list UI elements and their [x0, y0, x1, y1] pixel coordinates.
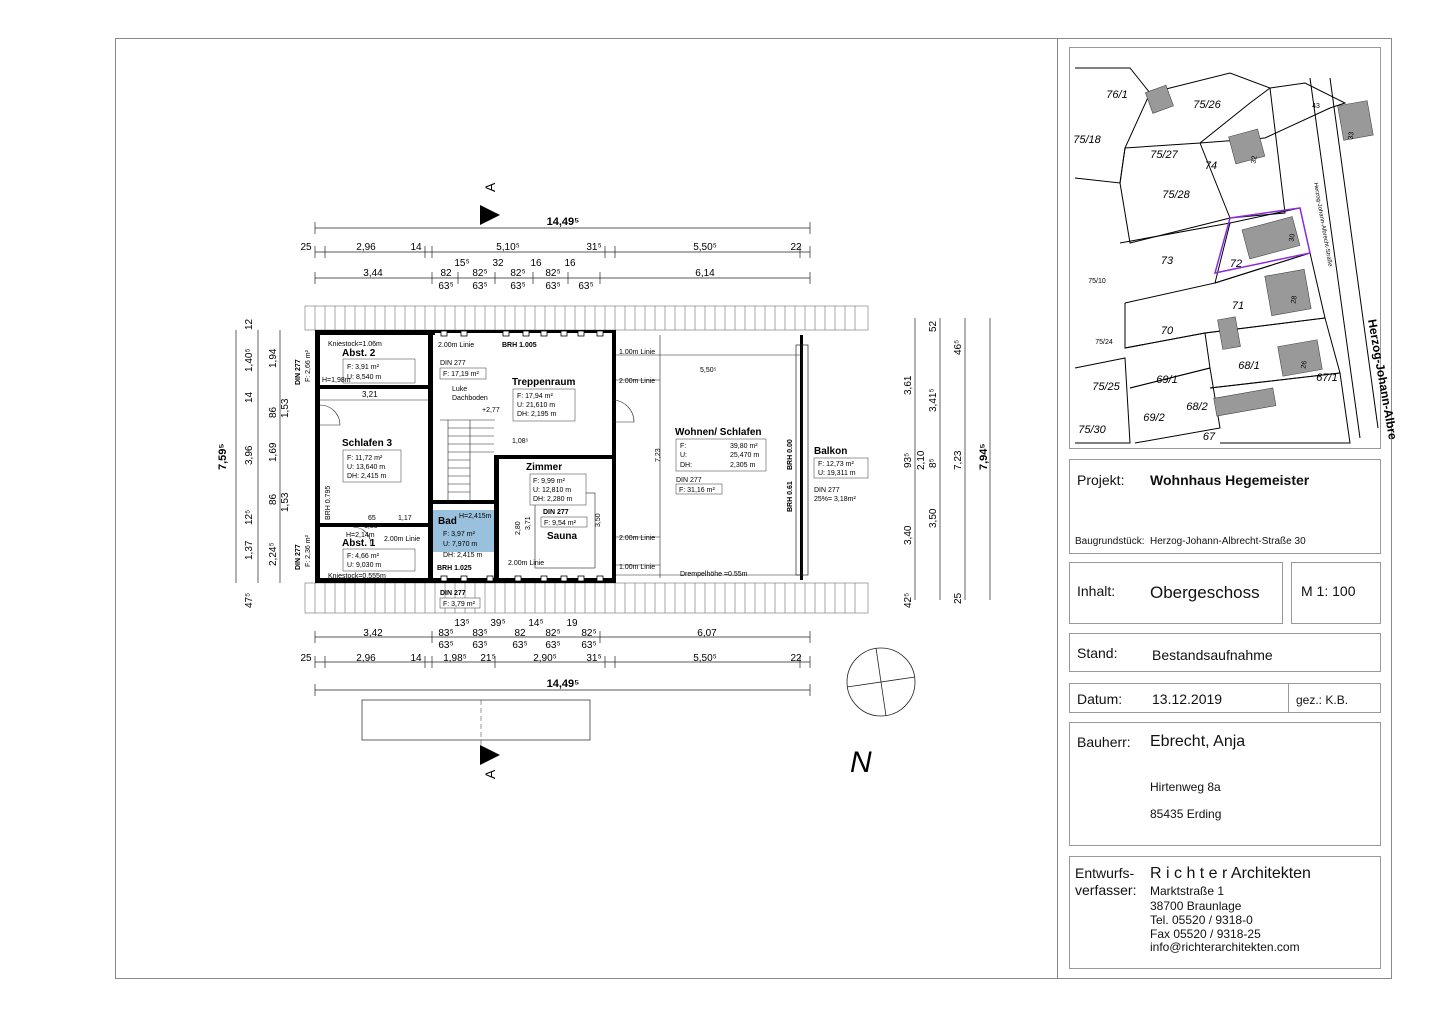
top-dims-row1	[300, 242, 802, 253]
dim-label: 93⁵	[903, 452, 914, 468]
dim-label: 1,53	[280, 492, 291, 512]
inhalt-field	[1069, 562, 1283, 624]
parcel-label: 68/1	[1238, 360, 1260, 372]
datum-field	[1069, 683, 1381, 713]
dim-label: 1,98⁵	[443, 653, 467, 664]
bottom-dims-row1	[363, 618, 717, 651]
dim-label: 22	[790, 242, 802, 253]
room-note: Kniestock=0.555m	[328, 573, 386, 580]
dim-label: 12⁵	[244, 509, 255, 525]
dim-label: 21⁵	[480, 653, 496, 664]
room-area: F: 3,97 m²	[443, 531, 475, 538]
din-label: DIN 277	[814, 487, 840, 494]
dim-label: 63⁵	[578, 281, 594, 292]
din-left	[295, 349, 312, 570]
house-number: 33	[1347, 131, 1356, 141]
dim-label: 42⁵	[903, 592, 914, 608]
room-name: Wohnen/ Schlafen	[675, 427, 762, 438]
dim-label: 1,94	[268, 348, 279, 368]
dim-label: 2,10	[916, 450, 927, 470]
dim-label: 52	[928, 320, 939, 332]
dim-label: 83⁵	[472, 628, 488, 639]
dim-label: 63⁵	[438, 281, 454, 292]
house-number: 26	[1300, 360, 1309, 370]
dim-label: 3,50	[595, 513, 602, 527]
dim-label: 2,80	[515, 521, 522, 535]
dim-label: 14	[244, 391, 255, 403]
room-area: F: 9,54 m²	[544, 520, 576, 527]
room-name: Abst. 2	[342, 348, 376, 359]
dim-label: 3,42	[363, 628, 383, 639]
room-name: Sauna	[547, 531, 578, 542]
dim-label: 1,69	[268, 442, 279, 462]
line-label: 2.00m Linie	[438, 342, 475, 349]
parcel-label: 75/18	[1073, 134, 1101, 146]
dim-label: 3,21	[362, 390, 378, 399]
room-perimeter: U: 21,610 m	[517, 402, 556, 409]
architekt-email: info@richterarchitekten.com	[1150, 940, 1300, 954]
parcel-label: 73	[1160, 255, 1174, 267]
right-total: 7,94⁵	[978, 443, 990, 470]
brh-label: BRH 1.025	[437, 565, 472, 572]
title-block-divider	[1057, 38, 1058, 979]
dim-label: 14⁵	[528, 618, 544, 629]
bauherr-street: Hirtenweg 8a	[1150, 780, 1221, 794]
dim-label: 39⁵	[490, 618, 506, 629]
dim-label: 3,40	[903, 525, 914, 545]
right-dims	[903, 320, 964, 608]
datum-separator	[1288, 684, 1289, 712]
dim-label: 5,50⁵	[693, 242, 717, 253]
massstab-field	[1291, 562, 1381, 624]
dim-label: 63⁵	[545, 640, 561, 651]
dim-label: 82⁵	[581, 628, 597, 639]
dachboden-label: Dachboden	[452, 395, 488, 402]
drempel-label: Drempelhöhe =0.55m	[680, 571, 748, 578]
dim-label: 63⁵	[512, 640, 528, 651]
dim-label: 2,90⁵	[533, 653, 557, 664]
dim-label: 13⁵	[454, 618, 470, 629]
dim-label: 82	[514, 628, 526, 639]
dim-label: 82⁵	[545, 268, 561, 279]
room-note: H=2,415m	[459, 513, 492, 520]
room-wohnen	[619, 349, 794, 578]
dim-label: 16	[564, 258, 576, 269]
dim-label: 63⁵	[472, 281, 488, 292]
brh-label: BRH 1.005	[502, 342, 537, 349]
dim-label: 25	[953, 592, 964, 604]
room-name: Schlafen 3	[342, 438, 393, 449]
dim-label: 6,07	[697, 628, 717, 639]
room-name: Bad	[438, 516, 457, 527]
din-bottom	[440, 590, 480, 608]
room-perimeter: U: 8,540 m	[347, 374, 382, 381]
din-top	[438, 342, 537, 379]
dim-label: 86	[268, 493, 279, 505]
room-schlafen3	[325, 390, 412, 530]
projekt-label: Projekt:	[1077, 472, 1125, 488]
parcel-label: 75/30	[1078, 424, 1106, 436]
room-height: DH: 2,415 m	[443, 552, 483, 559]
line-label: 2.00m Linie	[619, 535, 656, 542]
dim-label: 7,23	[655, 448, 662, 462]
projekt-field	[1069, 459, 1381, 554]
parcel-label: 75/26	[1193, 99, 1221, 111]
parcel-label: 74	[1204, 160, 1218, 172]
stand-label: Stand:	[1077, 645, 1118, 661]
dim-label: 5,50⁵	[700, 367, 717, 374]
left-dims-outer	[244, 318, 255, 608]
section-label-bottom: A	[482, 769, 498, 779]
dim-label: 8⁵	[928, 458, 939, 468]
dim-label: 82⁵	[545, 628, 561, 639]
dim-label: 12	[244, 318, 255, 330]
dim-label: 86	[268, 406, 279, 418]
dim-label: 3,61	[903, 375, 914, 395]
dim-label: 14	[410, 242, 422, 253]
room-name: Balkon	[814, 446, 848, 457]
room-area: F: 12,73 m²	[818, 461, 854, 468]
dim-label: 25	[300, 242, 312, 253]
luke-label: Luke	[452, 386, 468, 393]
din-label: DIN 277	[440, 590, 466, 597]
line-label: 2.00m Linie	[619, 378, 656, 385]
room-name: Treppenraum	[512, 377, 576, 388]
top-dimension-lines	[315, 222, 810, 284]
room-sauna	[508, 509, 602, 567]
house-number: 75/24	[1095, 339, 1113, 346]
dim-label: 63⁵	[545, 281, 561, 292]
room-area: F: 3,91 m²	[347, 364, 379, 371]
house-number: 75/10	[1088, 278, 1106, 285]
dim-label: 25	[300, 653, 312, 664]
room-name: Abst. 1	[342, 538, 376, 549]
dim-label: 3,50	[928, 508, 939, 528]
room-height: DH: 2,415 m	[347, 473, 387, 480]
room-note: H=1,98m	[322, 377, 351, 384]
din-label: DIN 277	[440, 360, 466, 367]
dim-label: 14	[410, 653, 422, 664]
top-dims-row2	[363, 258, 715, 292]
line-label: 1.00m Linie	[619, 564, 656, 571]
street-label: Herzog-Johann-Albre	[1365, 318, 1401, 441]
stand-value: Bestandsaufnahme	[1152, 647, 1273, 663]
dim-label: 63⁵	[472, 640, 488, 651]
room-note: H=2,14m	[346, 532, 375, 539]
room-area-label: F:	[680, 443, 687, 450]
room-perimeter: 25,470 m	[730, 452, 760, 459]
line-label: 2.00m Linie	[384, 536, 421, 543]
inhalt-label: Inhalt:	[1077, 583, 1116, 599]
room-perimeter-label: U:	[680, 452, 687, 459]
room-perimeter: U: 9,030 m	[347, 562, 382, 569]
dim-label: 32	[492, 258, 504, 269]
house-number: 30	[1288, 233, 1297, 243]
dim-label: 1,85⁵	[364, 523, 381, 530]
dim-label: 1,08⁵	[512, 438, 529, 445]
dim-label: 16	[530, 258, 542, 269]
datum-value: 13.12.2019	[1152, 691, 1223, 707]
room-abst1	[328, 532, 420, 580]
dim-label: 19	[566, 618, 578, 629]
dim-label: 46⁵	[953, 339, 964, 355]
room-area: F: 11,72 m²	[347, 455, 383, 462]
total-width-top: 14,49⁵	[546, 216, 580, 228]
line-label: 1.00m Linie	[619, 349, 656, 356]
room-area: F: 4,66 m²	[347, 553, 379, 560]
room-height: 2,305 m	[730, 462, 756, 469]
dim-label: 2,24⁵	[268, 542, 279, 566]
room-abst2	[322, 341, 415, 384]
dim-label: 1,53	[280, 398, 291, 418]
parcel-label: 75/27	[1150, 149, 1178, 161]
dim-label: 65	[368, 515, 376, 522]
architekt-street: Marktstraße 1	[1150, 884, 1225, 898]
dim-label: 3,96	[244, 445, 255, 465]
room-perimeter: U: 12,810 m	[533, 487, 572, 494]
parcel-lines	[1075, 68, 1378, 443]
room-area: F: 9,99 m²	[533, 478, 565, 485]
din-label: DIN 277	[295, 359, 302, 385]
balcony-windows	[796, 345, 808, 575]
architekt-name: R i c h t e r Architekten	[1150, 865, 1311, 882]
din-area: F: 3,79 m²	[443, 601, 475, 608]
din-label: DIN 277	[295, 544, 302, 570]
line-label: 2.00m Linie	[508, 560, 545, 567]
dim-label: 5,10⁵	[496, 242, 520, 253]
entwurf-label-line2: verfasser:	[1075, 882, 1137, 898]
dim-label: 22	[790, 653, 802, 664]
dim-label: 3,71	[525, 516, 532, 530]
parcel-label: 70	[1160, 325, 1174, 337]
entwurf-label-line1: Entwurfs-	[1075, 865, 1135, 881]
entwurfsverfasser-field	[1069, 856, 1381, 969]
bauherr-city: 85435 Erding	[1150, 807, 1222, 821]
baugrund-label: Baugrundstück:	[1075, 536, 1145, 547]
dim-label: 63⁵	[438, 640, 454, 651]
dim-label: 82	[440, 268, 452, 279]
house-number: 32	[1250, 155, 1259, 165]
din-area: F: 31,16 m²	[679, 487, 715, 494]
dim-label: 63⁵	[581, 640, 597, 651]
north-compass-icon	[847, 648, 915, 716]
room-perimeter: U: 7,970 m	[443, 541, 478, 548]
room-name: Zimmer	[526, 462, 563, 473]
room-area: F: 17,94 m²	[517, 393, 553, 400]
brh-label: BRH 0.00	[787, 439, 794, 470]
architekt-city: 38700 Braunlage	[1150, 899, 1242, 913]
left-total: 7,59⁵	[217, 443, 229, 470]
parcel-label: 75/25	[1092, 381, 1120, 393]
parcel-label: 68/2	[1186, 401, 1208, 413]
gez-value: gez.: K.B.	[1296, 693, 1349, 707]
room-height: DH: 2,195 m	[517, 411, 557, 418]
stand-field	[1069, 633, 1381, 672]
dim-label: 47⁵	[244, 592, 255, 608]
bauherr-label: Bauherr:	[1077, 734, 1131, 750]
site-map-panel	[1069, 47, 1401, 449]
architekt-tel: Tel. 05520 / 9318-0	[1150, 913, 1253, 927]
bauherr-field	[1069, 722, 1381, 846]
room-note: Kniestock=1.06m	[328, 341, 382, 348]
massstab-value: M 1: 100	[1301, 583, 1356, 599]
din-area: F: 17,19 m²	[443, 371, 479, 378]
din-area: F: 2,36 m²	[305, 535, 312, 567]
dim-label: 2,96	[356, 653, 376, 664]
architekt-fax: Fax 05520 / 9318-25	[1150, 927, 1261, 941]
house-number: 28	[1290, 295, 1299, 305]
section-marker-bottom	[480, 745, 500, 765]
dim-label: 82⁵	[510, 268, 526, 279]
dim-label: 3,44	[363, 268, 383, 279]
parcel-label: 67	[1202, 431, 1216, 443]
room-balkon	[814, 446, 868, 503]
din-label: DIN 277	[676, 477, 702, 484]
baugrund-value: Herzog-Johann-Albrecht-Straße 30	[1150, 536, 1306, 547]
left-dims-inner	[268, 348, 291, 566]
brh-label: BRH 0.61	[787, 481, 794, 512]
dim-label: 31⁵	[586, 653, 602, 664]
dim-label: 5,50⁵	[693, 653, 717, 664]
dim-label: 6,14	[695, 268, 715, 279]
north-label: N	[850, 746, 872, 779]
dim-label: 2,96	[356, 242, 376, 253]
parcel-label: 69/2	[1143, 412, 1165, 424]
dim-label: 63⁵	[510, 281, 526, 292]
parcel-label: 69/1	[1156, 374, 1178, 386]
dim-label: 1,17	[398, 515, 412, 522]
dim-label: 83⁵	[438, 628, 454, 639]
parcel-label: 72	[1229, 258, 1243, 270]
din-label: DIN 277	[543, 509, 569, 516]
inhalt-value: Obergeschoss	[1150, 583, 1260, 602]
dim-label: 31⁵	[586, 242, 602, 253]
site-map	[1070, 48, 1401, 448]
room-zimmer	[526, 462, 586, 505]
room-treppenraum	[452, 377, 575, 445]
parcel-label: 76/1	[1106, 89, 1128, 101]
room-perimeter: U: 13,640 m	[347, 464, 386, 471]
projekt-value: Wohnhaus Hegemeister	[1150, 472, 1310, 488]
total-width-bottom: 14,49⁵	[546, 678, 580, 690]
room-perimeter: U: 19,311 m	[818, 470, 856, 477]
dim-label: 7,23	[953, 450, 964, 470]
dim-label: 3,41⁵	[928, 388, 939, 412]
din-area: 25%= 3,18m²	[814, 496, 856, 503]
street-label-small: Herzog-Johann-Albrecht-Straße	[1312, 182, 1333, 268]
brh-label: BRH 0.795	[325, 485, 332, 520]
dim-label: 15⁵	[454, 258, 470, 269]
section-label-top: A	[482, 182, 498, 192]
dim-label: 1,37	[244, 540, 255, 560]
bauherr-name: Ebrecht, Anja	[1150, 733, 1246, 750]
room-height: DH: 2,280 m	[533, 496, 573, 503]
din-area: F: 2,66 m²	[305, 350, 312, 382]
level-label: +2,77	[482, 407, 500, 414]
room-area: 39,80 m²	[730, 443, 758, 450]
datum-label: Datum:	[1077, 691, 1123, 707]
room-height-label: DH:	[680, 462, 693, 469]
parcel-label: 71	[1231, 300, 1245, 312]
parcel-label: 75/28	[1162, 189, 1190, 201]
dim-label: 82⁵	[472, 268, 488, 279]
parcel-label: 67/1	[1316, 372, 1338, 384]
section-marker-top	[480, 205, 500, 225]
dim-label: 1,40⁵	[244, 348, 255, 372]
house-number: 43	[1312, 103, 1320, 110]
